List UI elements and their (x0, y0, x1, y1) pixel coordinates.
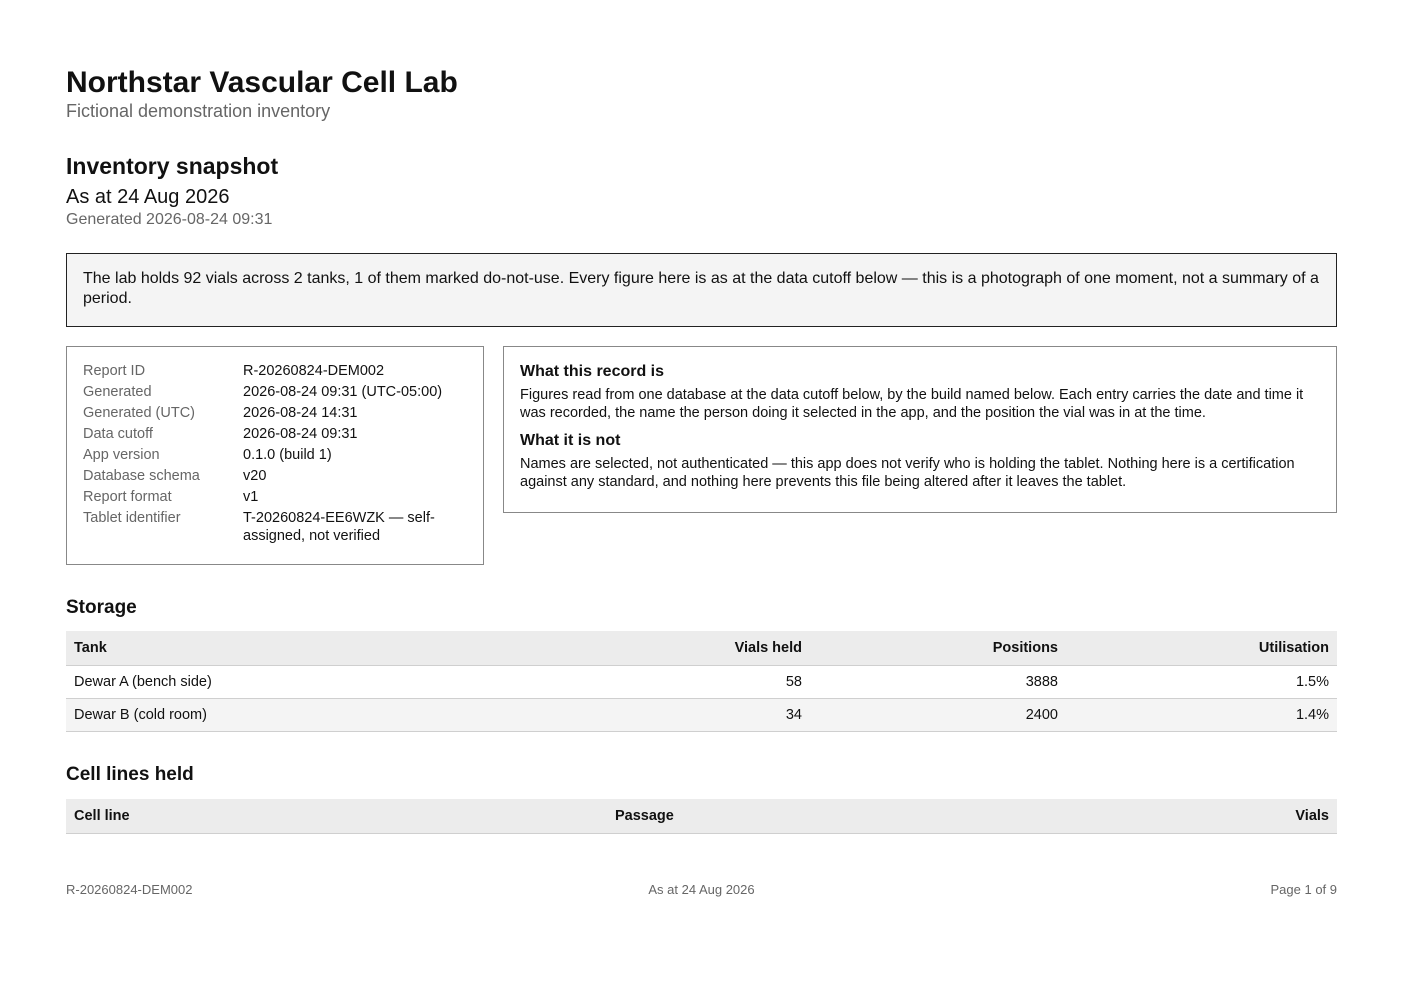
metadata-row (83, 488, 443, 509)
cell-lines-heading: Cell lines held (66, 764, 194, 785)
footer-page-number: Page 1 of 9 (1270, 882, 1337, 897)
table-row (66, 666, 1337, 699)
table-header-row (66, 631, 1337, 666)
what-is-text: Figures read from one database at the data cutoff below, by the build named below. Each entry carries the date and time it was recorded, the name the person doing it selected in the app, and the position the vial was in at the time. (520, 387, 1304, 421)
metadata-key: App version (83, 447, 160, 463)
table-cell: 3888 (810, 666, 1066, 699)
column-header: Vials (1121, 799, 1337, 834)
metadata-value: T-20260824-EE6WZK — self-assigned, not verified (243, 510, 435, 544)
metadata-row (83, 425, 443, 446)
table-cell: 58 (622, 666, 810, 699)
table-cell: Dewar B (cold room) (66, 699, 622, 732)
column-header: Positions (810, 631, 1066, 666)
table-cell: 1.4% (1066, 699, 1337, 732)
table-cell: 34 (622, 699, 810, 732)
metadata-key: Data cutoff (83, 426, 153, 442)
metadata-value: v20 (243, 468, 267, 484)
table-cell: 2400 (810, 699, 1066, 732)
as-at-date: As at 24 Aug 2026 (66, 186, 230, 208)
column-header: Vials held (622, 631, 810, 666)
footer-report-id: R-20260824-DEM002 (66, 882, 193, 897)
metadata-row (83, 509, 443, 548)
metadata-row (83, 467, 443, 488)
metadata-value: 2026-08-24 09:31 (UTC-05:00) (243, 384, 443, 400)
column-header: Cell line (66, 799, 607, 834)
metadata-key: Database schema (83, 468, 200, 484)
metadata-row (83, 362, 443, 383)
table-cell: 1.5% (1066, 666, 1337, 699)
footer-as-at: As at 24 Aug 2026 (648, 882, 755, 897)
metadata-key: Report ID (83, 363, 146, 379)
what-not-heading: What it is not (520, 432, 621, 449)
metadata-key: Generated (83, 384, 152, 400)
metadata-value: R-20260824-DEM002 (243, 363, 385, 379)
cell-lines-table (66, 799, 1337, 834)
table-row (66, 699, 1337, 732)
column-header: Tank (66, 631, 622, 666)
metadata-value: 2026-08-24 14:31 (243, 405, 358, 421)
lab-name: Northstar Vascular Cell Lab (66, 66, 458, 99)
record-description-panel (503, 346, 1337, 513)
summary-box: The lab holds 92 vials across 2 tanks, 1 of them marked do-not-use. Every figure here is as at the data cutoff below — this is a photograph of one moment, not a summary of a period. (66, 253, 1337, 327)
what-is-heading: What this record is (520, 363, 665, 380)
metadata-row (83, 383, 443, 404)
column-header: Utilisation (1066, 631, 1337, 666)
section-title: Inventory snapshot (66, 153, 279, 179)
metadata-panel (66, 346, 484, 565)
metadata-row (83, 404, 443, 425)
table-header-row (66, 799, 1337, 834)
column-header: Passage (607, 799, 1121, 834)
metadata-key: Tablet identifier (83, 510, 181, 526)
metadata-value: 2026-08-24 09:31 (243, 426, 358, 442)
generated-timestamp: Generated 2026-08-24 09:31 (66, 211, 273, 228)
metadata-key: Report format (83, 489, 172, 505)
metadata-value: 0.1.0 (build 1) (243, 447, 332, 463)
metadata-value: v1 (243, 489, 259, 505)
storage-heading: Storage (66, 597, 137, 618)
metadata-row (83, 446, 443, 467)
table-cell: Dewar A (bench side) (66, 666, 622, 699)
lab-subtitle: Fictional demonstration inventory (66, 101, 331, 121)
metadata-key: Generated (UTC) (83, 405, 196, 421)
what-not-text: Names are selected, not authenticated — this app does not verify who is holding the tablet. Nothing here is a certification against any standard, and nothing here prevents this file being altered after it leaves the tablet. (520, 456, 1295, 490)
metadata-table (83, 362, 443, 548)
storage-table (66, 631, 1337, 732)
